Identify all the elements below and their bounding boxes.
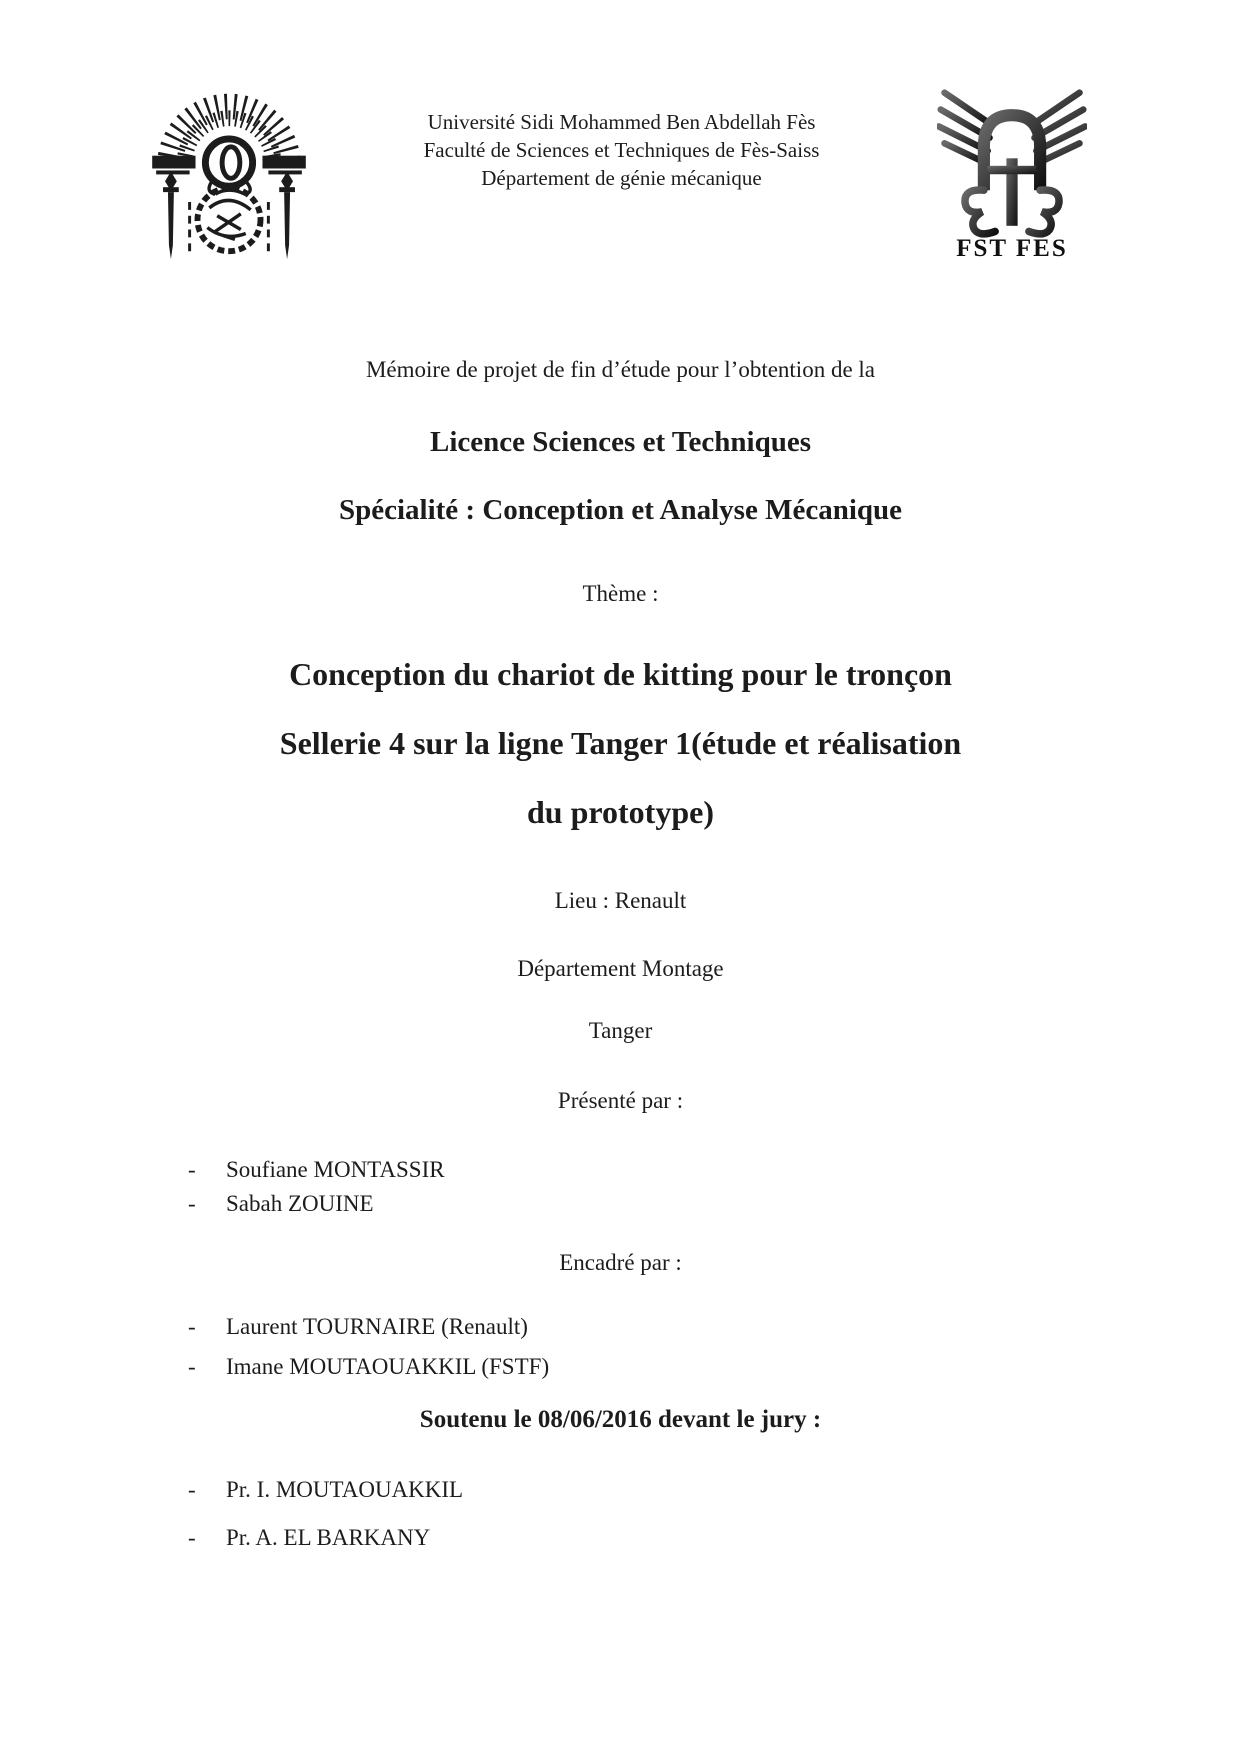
degree-title: Licence Sciences et Techniques [429, 426, 811, 458]
theme-label: Thème : [582, 581, 659, 606]
fst-fes-caption: FST FES [956, 235, 1068, 262]
page-header [0, 0, 1241, 264]
list-item: - Imane MOUTAOUAKKIL (FSTF) [188, 1347, 1241, 1387]
fst-fes-logo [933, 72, 1091, 263]
defense-line: Soutenu le 08/06/2016 devant le jury : [419, 1406, 822, 1433]
university-seal-icon [150, 72, 308, 264]
institution-block [310, 108, 933, 192]
location-line: Lieu : Renault [554, 888, 687, 913]
list-item: - Pr. A. EL BARKANY [188, 1521, 1241, 1555]
list-item: - Laurent TOURNAIRE (Renault) [188, 1307, 1241, 1347]
institution-line-department: Département de génie mécanique [481, 166, 762, 190]
supervisors-list [188, 1307, 1241, 1387]
project-title-line-1: Conception du chariot de kitting pour le tronçon [289, 656, 952, 692]
cover-content [0, 354, 1241, 1555]
fst-fes-emblem-icon [937, 72, 1087, 239]
list-item: - Pr. I. MOUTAOUAKKIL [188, 1473, 1241, 1507]
institution-line-university: Université Sidi Mohammed Ben Abdellah Fès [427, 110, 816, 134]
university-seal-logo [150, 72, 310, 269]
speciality-title: Spécialité : Conception et Analyse Mécanique [338, 494, 903, 526]
city-line: Tanger [588, 1018, 653, 1043]
project-title-line-3: du prototype) [527, 794, 714, 830]
department-line: Département Montage [517, 956, 724, 981]
list-item: - Soufiane MONTASSIR [188, 1153, 1241, 1187]
jury-list [188, 1473, 1241, 1555]
institution-line-faculty: Faculté de Sciences et Techniques de Fès-Saiss [423, 138, 820, 162]
memoir-intro-line: Mémoire de projet de fin d’étude pour l’obtention de la [365, 357, 876, 382]
supervised-by-label: Encadré par : [559, 1250, 682, 1275]
authors-list [188, 1153, 1241, 1221]
presented-by-label: Présenté par : [557, 1088, 684, 1113]
list-item: - Sabah ZOUINE [188, 1187, 1241, 1221]
project-title [0, 640, 1241, 847]
project-title-line-2: Sellerie 4 sur la ligne Tanger 1(étude et réalisation [279, 725, 962, 761]
